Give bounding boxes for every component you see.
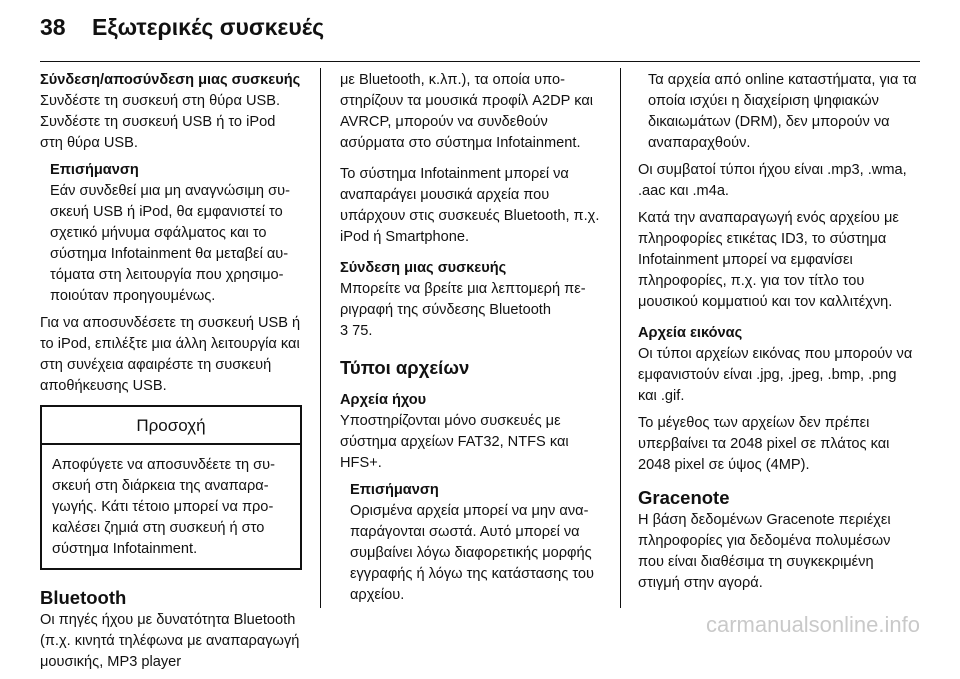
page-reference-arrow-icon: 3 (340, 323, 349, 339)
caution-box (40, 405, 302, 570)
paragraph-bluetooth-ref (340, 279, 604, 342)
note-text: Ορισμένα αρχεία μπορεί να μην αναπαράγονται σωστά. Αυτό μπορεί να συμβαίνει λόγω διαφορετικής μορφής εγγραφής ή λόγω της κατάστασης του αρχείου. (350, 503, 595, 603)
paragraph: με Bluetooth, κ.λπ.), τα οποία υποστηρίζουν τα μουσικά προφίλ A2DP και AVRCP, μπορούν να συνδεθούν ασύρματα στο σύστημα Infotainment. (340, 72, 594, 151)
column-1 (40, 70, 302, 679)
paragraph-text: Μπορείτε να βρείτε μια λεπτομερή περιγραφή της σύνδεσης Bluetooth (340, 281, 586, 318)
paragraph: Η βάση δεδομένων Gracenote περιέχει πληροφορίες για δεδομένα πολυμέσων που είναι διαθέσιμα τη συγκεκριμένη στιγμή στην αγορά. (638, 512, 891, 591)
heading-file-types: Τύποι αρχείων (340, 357, 470, 378)
page-title: Εξωτερικές συσκευές (92, 14, 325, 40)
note-block-continued (638, 70, 918, 154)
column-2 (340, 70, 604, 612)
paragraph: Οι συμβατοί τύποι ήχου είναι .mp3, .wma, .aac και .m4a. (638, 162, 907, 199)
paragraph: Οι τύποι αρχείων εικόνας που μπορούν να εμφανιστούν είναι .jpg, .jpeg, .bmp, .png και .gif. (638, 346, 913, 404)
heading-gracenote: Gracenote (638, 487, 730, 508)
header-divider (40, 61, 920, 62)
subheading-connect-device: Σύνδεση μιας συσκευής (340, 260, 507, 276)
subheading-connect-disconnect: Σύνδεση/αποσύνδεση μιας συσκευής (40, 72, 301, 88)
column-3 (638, 70, 918, 600)
note-block (340, 480, 604, 606)
note-block (40, 160, 302, 307)
page-number: 38 (40, 14, 66, 40)
subheading-image-files: Αρχεία εικόνας (638, 325, 743, 341)
note-title: Επισήμανση (350, 482, 439, 498)
paragraph: Συνδέστε τη συσκευή στη θύρα USB. Συνδέστε τη συσκευή USB ή το iPod στη θύρα USB. (40, 93, 281, 151)
paragraph: Το σύστημα Infotainment μπορεί να αναπαράγει μουσικά αρχεία που υπάρχουν στις συσκευές Bluetooth, π.χ. iPod ή Smartphone. (340, 166, 600, 245)
page-reference[interactable]: 75. (348, 323, 373, 339)
note-title: Επισήμανση (50, 162, 139, 178)
paragraph: Οι πηγές ήχου με δυνατότητα Bluetooth (π.χ. κινητά τηλέφωνα με αναπαραγωγή μουσικής, MP3 player (40, 612, 300, 670)
caution-title: Προσοχή (42, 407, 300, 445)
watermark: carmanualsonline.info (705, 612, 920, 637)
column-divider-1 (320, 68, 321, 608)
note-text: Τα αρχεία από online καταστήματα, για τα οποία ισχύει η διαχείριση ψηφιακών δικαιωμάτων (DRM), δεν μπορούν να αναπαραχθούν. (648, 72, 917, 151)
paragraph: Υποστηρίζονται μόνο συσκευές με σύστημα αρχείων FAT32, NTFS και HFS+. (340, 413, 569, 471)
paragraph: Το μέγεθος των αρχείων δεν πρέπει υπερβαίνει τα 2048 pixel σε πλάτος και 2048 pixel σε ύψος (4MP). (638, 415, 890, 473)
column-divider-2 (620, 68, 621, 608)
subheading-audio-files: Αρχεία ήχου (340, 392, 427, 408)
paragraph: Για να αποσυνδέσετε τη συσκευή USB ή το iPod, επιλέξτε μια άλλη λειτουργία και στη συνέχεια αφαιρέστε τη συσκευή αποθήκευσης USB. (40, 315, 301, 394)
paragraph: Κατά την αναπαραγωγή ενός αρχείου με πληροφορίες ετικέτας ID3, το σύστημα Infotainment μπορεί να εμφανίσει πληροφορίες, π.χ. για τον τίτλο του μουσικού κομματιού και τον καλλιτέχνη. (638, 210, 899, 310)
heading-bluetooth: Bluetooth (40, 587, 127, 608)
note-text: Εάν συνδεθεί μια μη αναγνώσιμη συσκευή USB ή iPod, θα εμφανιστεί το σχετικό μήνυμα σφάλματος και το σύστημα Infotainment θα μεταβεί αυτόματα στη λειτουργία που χρησιμοποιούταν προηγουμένως. (50, 183, 290, 304)
caution-text: Αποφύγετε να αποσυνδέετε τη συσκευή στη διάρκεια της αναπαραγωγής. Κάτι τέτοιο μπορεί να προκαλέσει ζημιά στη συσκευή ή στο σύστημα Infotainment. (52, 457, 276, 557)
